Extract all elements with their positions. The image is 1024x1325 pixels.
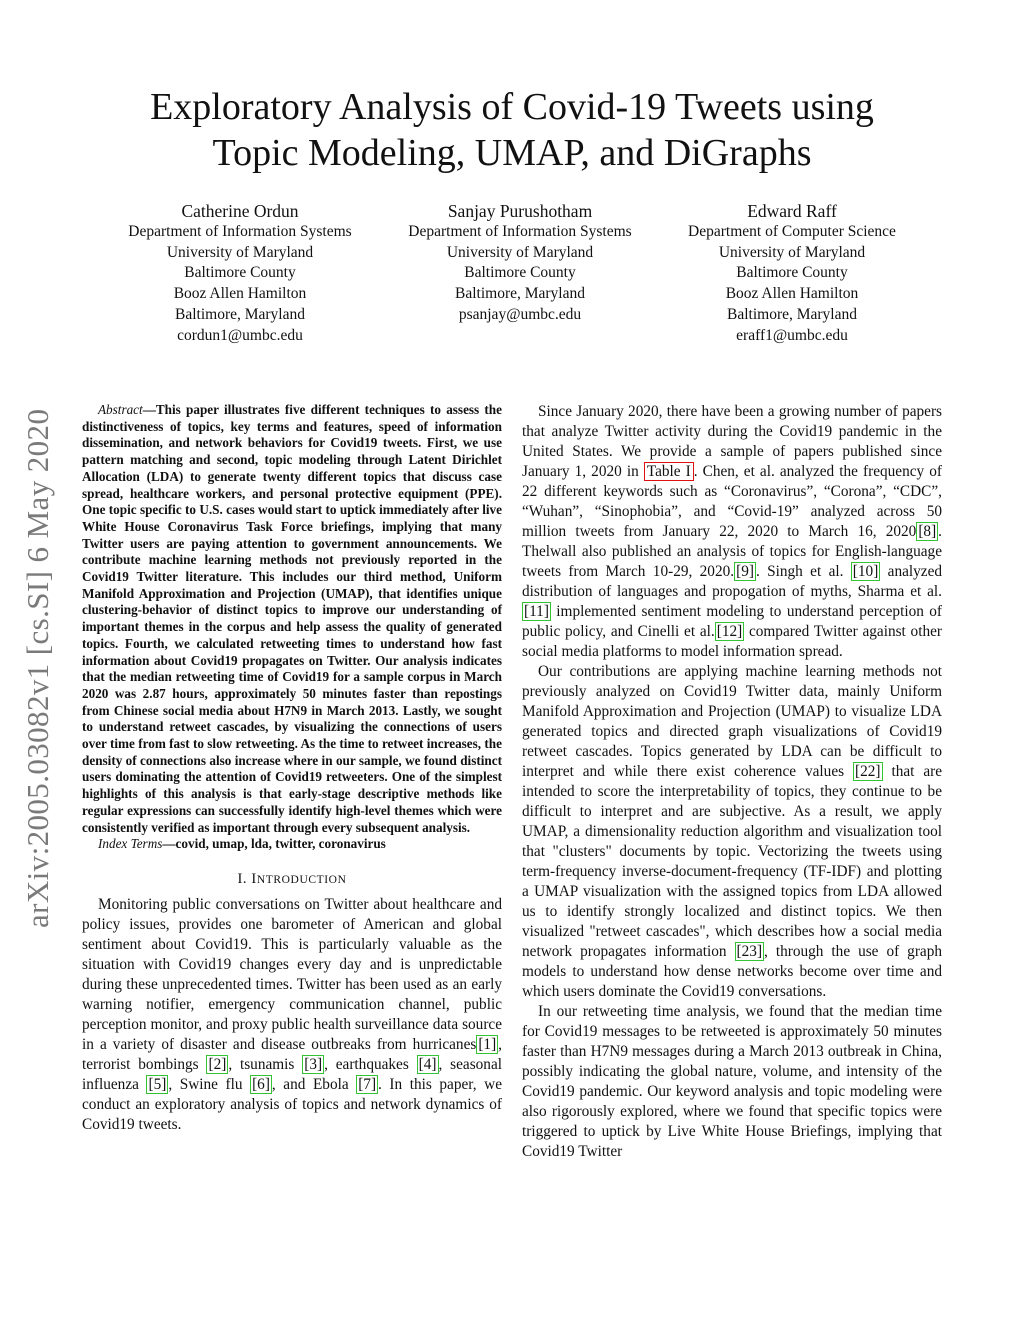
author-block — [0, 200, 1024, 350]
text-run: that are intended to score the interpretability of topics, they continue to be difficult to interpret and are subjective. As a result, we apply UMAP, a dimensionality reduction algorithm and visualization tool that "clusters" documents by topic. Vectorizing the tweets using term-frequency inverse-document-frequency (TF-IDF) and plotting a UMAP visualization with the assigned topics from LDA allowed us to identify strongly localized and distinct topics. We then visualized "retweet cascades", which describes how a social media network propagates information — [522, 763, 942, 960]
text-run: . Singh et al. — [755, 563, 851, 580]
citation-link[interactable]: [22] — [855, 763, 881, 780]
right-column — [522, 402, 942, 1162]
abstract-text: —This paper illustrates five different techniques to assess the distinctiveness of topics, key terms and features, speed of information dissemination, and network behaviors for Covid19 tweets. First, we use pattern matching and second, topic modeling through Latent Dirichlet Allocation (LDA) to generate twenty different topics that discuss case spread, healthcare workers, and personal protective equipment (PPE). One topic specific to U.S. cases would start to uptick immediately after live White House Coronavirus Task Force briefings, implying that many Twitter users are paying attention to government announcements. We contribute machine learning methods not previously reported in the Covid19 Twitter literature. This includes our third method, Uniform Manifold Approximation and Projection (UMAP), that identifies unique clustering-behavior of distinct topics to improve our understanding of important themes in the corpus and help assess the quality of generated topics. Fourth, we calculated retweeting times to understand how fast information about Covid19 propagates on Twitter. Our analysis indicates that the median retweeting time of Covid19 for a sample corpus in March 2020 was 2.87 hours, approximately 50 minutes faster than repostings from Chinese social media about H7N9 in March 2013. Lastly, we sought to understand retweet cascades, by visualizing the connections of users over time from fast to slow retweeting. As the time to retweet increases, the density of connections also increase where in our sample, we found distinct users dominating the attention of Covid19 retweeters. One of the simplest highlights of this analysis is that early-stage descriptive methods like regular expressions can successfully identify high-level themes which were consistently verified as important through every subsequent analysis. — [82, 402, 502, 835]
section-number: I. — [237, 870, 252, 887]
author-email[interactable]: eraff1@umbc.edu — [736, 326, 848, 344]
author-email[interactable]: psanjay@umbc.edu — [458, 305, 582, 323]
abstract-label: Abstract — [98, 402, 143, 417]
citation-link[interactable]: [2] — [208, 1055, 227, 1073]
arxiv-identifier[interactable]: arXiv:2005.03082v1 [cs.SI] 6 May 2020 — [20, 408, 55, 928]
author-1 — [90, 200, 390, 346]
citation-link[interactable]: [23] — [736, 943, 763, 960]
text-run: compared Twitter against other social media platforms to model information spread. — [522, 623, 942, 660]
text-run: , earthquakes — [324, 1055, 417, 1073]
author-affiliation: Department of Information Systems — [128, 223, 352, 240]
author-affiliation: Baltimore County — [736, 264, 848, 282]
contributions-paragraph — [522, 662, 942, 1002]
author-affiliation: Department of Information Systems — [408, 223, 632, 240]
citation-link[interactable]: [10] — [852, 563, 879, 580]
author-affiliation: University of Maryland — [446, 243, 594, 261]
text-run: , through the use of graph models to understand how dense networks become over time and which users dominate the Covid19 conversations. — [522, 943, 942, 1000]
text-run: , tsunamis — [228, 1055, 303, 1073]
author-affiliation: Department of Computer Science — [688, 223, 896, 240]
author-affiliation: Baltimore County — [184, 264, 296, 282]
section-heading-introduction — [82, 871, 502, 888]
author-name: Edward Raff — [747, 201, 837, 221]
author-affiliation: University of Maryland — [166, 243, 314, 261]
citation-link[interactable]: [12] — [716, 623, 743, 640]
index-terms-text: —covid, umap, lda, twitter, coronavirus — [162, 836, 386, 852]
author-affiliation: Baltimore, Maryland — [727, 305, 857, 323]
left-column — [82, 402, 502, 1135]
text-run: Since January 2020, there have been a growing number of papers that analyze Twitter activity during the Covid19 pandemic in the United States. We provide a sample of papers published since January 1, 2020 in — [522, 403, 942, 480]
citation-link[interactable]: [1] — [478, 1035, 497, 1053]
text-run: analyzed distribution of languages and propogation of myths, Sharma et al. — [522, 563, 943, 600]
index-terms-label: Index Terms — [98, 836, 163, 852]
author-affiliation: Baltimore, Maryland — [175, 305, 305, 323]
citation-link[interactable]: [7] — [358, 1075, 377, 1093]
author-email[interactable]: cordun1@umbc.edu — [177, 326, 303, 344]
citation-link[interactable]: [4] — [418, 1055, 437, 1073]
author-2 — [370, 200, 670, 326]
related-work-paragraph — [522, 402, 942, 662]
text-run: implemented sentiment modeling to understand perception of public policy, and Cinelli et al. — [522, 603, 942, 640]
text-run: , terrorist bombings — [82, 1035, 502, 1073]
text-run: . Thelwall also published an analysis of topics for English-language tweets from March 10-29, 2020. — [522, 523, 942, 580]
section-title-initial: I — [251, 870, 257, 887]
citation-link[interactable]: [6] — [252, 1075, 270, 1093]
index-terms — [82, 836, 502, 853]
citation-link[interactable]: [11] — [524, 603, 549, 620]
citation-link[interactable]: [5] — [148, 1075, 167, 1093]
table-reference-link[interactable]: Table I — [644, 462, 694, 481]
section-title-rest: NTRODUCTION — [256, 873, 347, 886]
title-line-1: Exploratory Analysis of Covid-19 Tweets using — [150, 86, 874, 128]
author-name: Sanjay Purushotham — [447, 201, 593, 221]
findings-paragraph: In our retweeting time analysis, we found that the median time for Covid19 messages to be retweeted is approximately 50 minutes faster than H7N9 messages during a March 2013 outbreak in China, possibly indicating the global nature, volume, and intensity of the Covid19 pandemic. Our keyword analysis and topic modeling were also rigorously explored, where we found that specific topics were triggered to uptick by Live White House Briefings, implying that Covid19 Twitter — [522, 1003, 942, 1160]
author-3 — [642, 200, 942, 346]
paper-title — [0, 84, 1024, 176]
citation-link[interactable]: [8] — [918, 523, 937, 540]
text-run: . Chen, et al. analyzed the frequency of 22 different keywords such as “Coronavirus”, “Corona”, “CDC”, “Wuhan”, “Sinophobia”, and “Covid-19” analyzed across 50 million tweets from January 22, 2020 to March 16, 2020 — [522, 463, 942, 540]
author-affiliation: Baltimore County — [464, 264, 576, 282]
author-affiliation: University of Maryland — [718, 243, 866, 261]
author-affiliation: Booz Allen Hamilton — [725, 285, 859, 303]
text-run: Our contributions are applying machine learning methods not previously analyzed on Covid19 Twitter data, mainly Uniform Manifold Approximation and Projection (UMAP) to visualize LDA generated topics and directed graph visualizations of Covid19 retweet cascades. Topics generated by LDA can be difficult to interpret and while there exist coherence values — [522, 663, 942, 780]
text-run: , Swine flu — [168, 1075, 251, 1093]
title-line-2: Topic Modeling, UMAP, and DiGraphs — [212, 132, 812, 174]
citation-link[interactable]: [9] — [736, 563, 754, 580]
author-affiliation: Booz Allen Hamilton — [173, 285, 307, 303]
author-affiliation: Baltimore, Maryland — [455, 285, 585, 303]
abstract — [82, 402, 502, 836]
text-run: . In this paper, we conduct an exploratory analysis of topics and network dynamics of Covid19 tweets. — [82, 1075, 502, 1133]
citation-link[interactable]: [3] — [304, 1055, 323, 1073]
text-run: Monitoring public conversations on Twitter about healthcare and policy issues, provides one barometer of American and global sentiment about Covid19. This is particularly valuable as the situation with Covid19 changes every day and is unpredictable during these unprecedented times. Twitter has been used as an early warning notifier, emergency communication channel, public perception monitor, and proxy public health surveillance data source in a variety of disaster and disease outbreaks from hurricanes — [82, 895, 502, 1053]
author-name: Catherine Ordun — [181, 201, 299, 221]
text-run: , seasonal influenza — [82, 1055, 502, 1093]
text-run: , and Ebola — [271, 1075, 357, 1093]
intro-paragraph — [82, 895, 502, 1135]
